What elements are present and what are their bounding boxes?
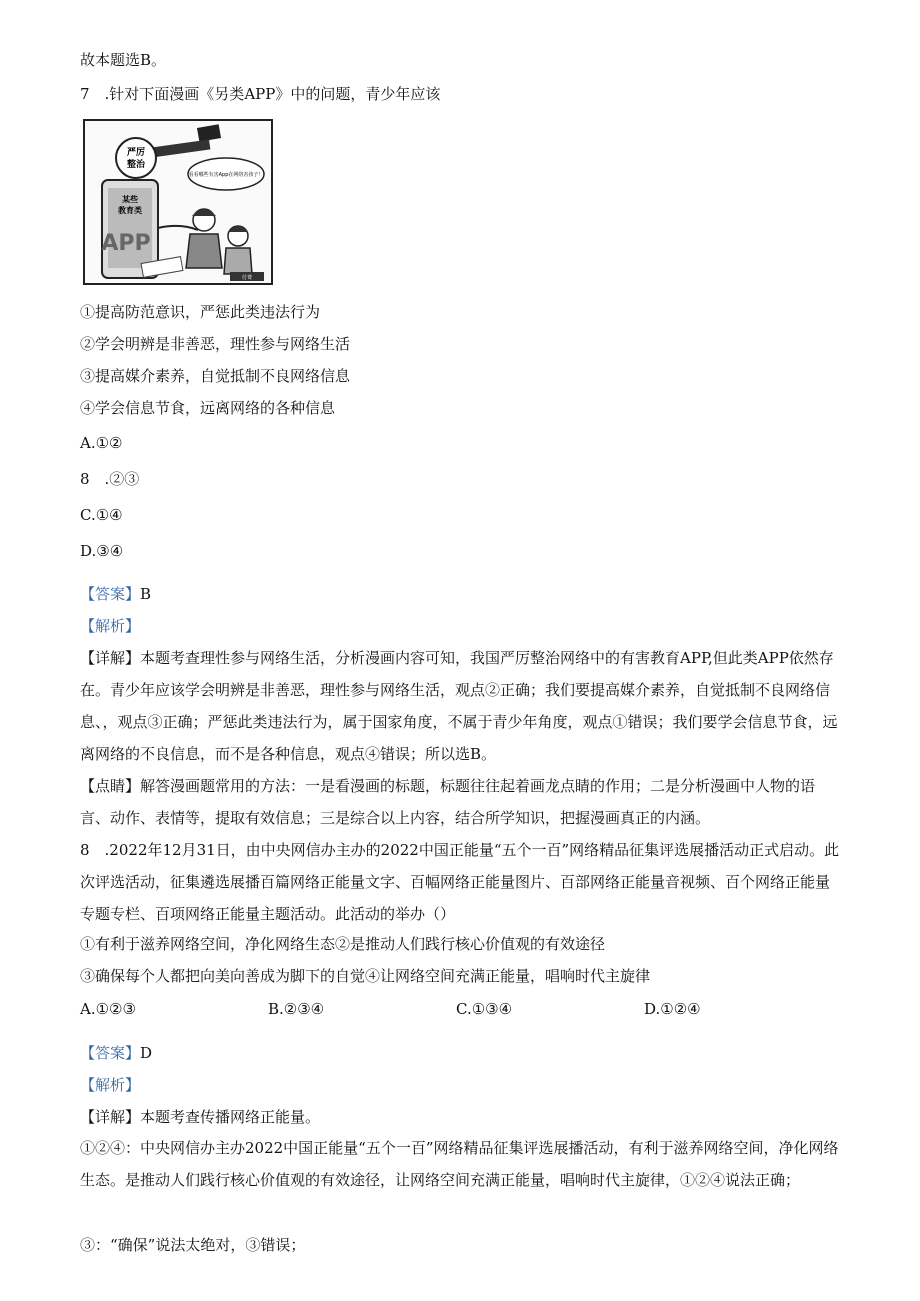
sign-text-1: 严厉 [126,148,146,158]
q8-detail [80,1107,320,1127]
detail-tag: 【详解】 [80,649,141,667]
speech-text: 看看哪些有害App在网络害孩子！ [188,172,264,178]
q8-option-c[interactable]: C.①③④ [456,1000,513,1018]
tip-tag: 【点睛】 [80,777,141,795]
detail-tag: 【详解】 [80,1108,141,1126]
q7-tip [80,770,840,834]
phone-app-text: APP [101,231,151,256]
credit-text: 付费 [241,275,253,281]
q8-statement-line-2: ③确保每个人都把向美向善成为脚下的自觉④让网络空间充满正能量，唱响时代主旋律 [80,967,651,985]
phone-text-2: 教育类 [118,206,142,215]
q8-explain-2: ③：“确保”说法太绝对，③错误； [80,1236,306,1254]
q8-statement-line-1: ①有利于滋养网络空间，净化网络生态②是推动人们践行核心价值观的有效途径 [80,935,606,953]
q7-statement-4: ④学会信息节食，远离网络的各种信息 [80,399,336,417]
q8-stem: 8 .2022年12月31日，由中央网信办主办的2022中国正能量“五个一百”网络精品征集评选展播活动正式启动。此次评选活动，征集遴选展播百篇网络正能量文字、百幅网络正能量图片、百部网络正能量音视频、百个网络正能量专题专栏、百项网络正能量主题活动。此活动的举办（） [80,841,840,923]
previous-conclusion: 故本题选B。 [80,51,167,69]
analysis-tag: 【解析】 [80,617,141,635]
q8-option-b[interactable]: B.②③④ [268,1000,325,1018]
q7-statement-3: ③提高媒介素养，自觉抵制不良网络信息 [80,367,351,385]
answer-value: B [140,585,152,603]
tip-text: 解答漫画题常用的方法：一是看漫画的标题，标题往往起着画龙点睛的作用；二是分析漫画中人物的语言、动作、表情等，提取有效信息；三是综合以上内容，结合所学知识，把握漫画真正的内涵。 [80,777,816,827]
q7-statement-1: ①提高防范意识，严惩此类违法行为 [80,303,321,321]
cartoon-image [80,118,274,286]
q8-answer [80,1043,152,1063]
q7-option-a[interactable]: A.①② [80,434,123,452]
sign-text-2: 整治 [126,160,146,170]
q7-analysis-tag [80,616,140,636]
sign-circle [116,138,156,178]
adult-body-shape [186,234,222,268]
q7-answer [80,584,151,604]
phone-text-1: 某些 [122,195,138,204]
q7-option-b[interactable]: 8 .②③ [80,470,140,488]
q7-option-c[interactable]: C.①④ [80,506,123,524]
analysis-tag: 【解析】 [80,1076,141,1094]
q7-stem: 7 .针对下面漫画《另类APP》中的问题，青少年应该 [80,85,441,103]
answer-tag: 【答案】 [80,1044,141,1062]
q7-statement-2: ②学会明辨是非善恶，理性参与网络生活 [80,335,351,353]
child-body-shape [224,248,252,274]
detail-text: 本题考查理性参与网络生活，分析漫画内容可知，我国严厉整治网络中的有害教育APP,但此类APP依然存在。青少年应该学会明辨是非善恶，理性参与网络生活，观点②正确；我们要提高媒介素养，自觉抵制不良网络信息、，观点③正确；严惩此类违法行为，属于国家角度，不属于青少年角度，观点①错误；我们要学会信息节食，远离网络的不良信息，而不是各种信息，观点④错误；所以选B。 [80,649,838,763]
q8-explain-1: ①②④：中央网信办主办2022中国正能量“五个一百”网络精品征集评选展播活动，有利于滋养网络空间，净化网络生态。是推动人们践行核心价值观的有效途径，让网络空间充满正能量，唱响时代主旋律，①②④说法正确； [80,1139,839,1189]
q8-option-a[interactable]: A.①②③ [80,1000,136,1018]
q7-detail [80,642,840,770]
q8-analysis-tag [80,1075,140,1095]
answer-value: D [140,1044,153,1062]
detail-text: 本题考查传播网络正能量。 [140,1108,321,1126]
q7-option-d[interactable]: D.③④ [80,542,124,560]
q8-option-d[interactable]: D.①②④ [644,1000,701,1018]
answer-tag: 【答案】 [80,585,141,603]
